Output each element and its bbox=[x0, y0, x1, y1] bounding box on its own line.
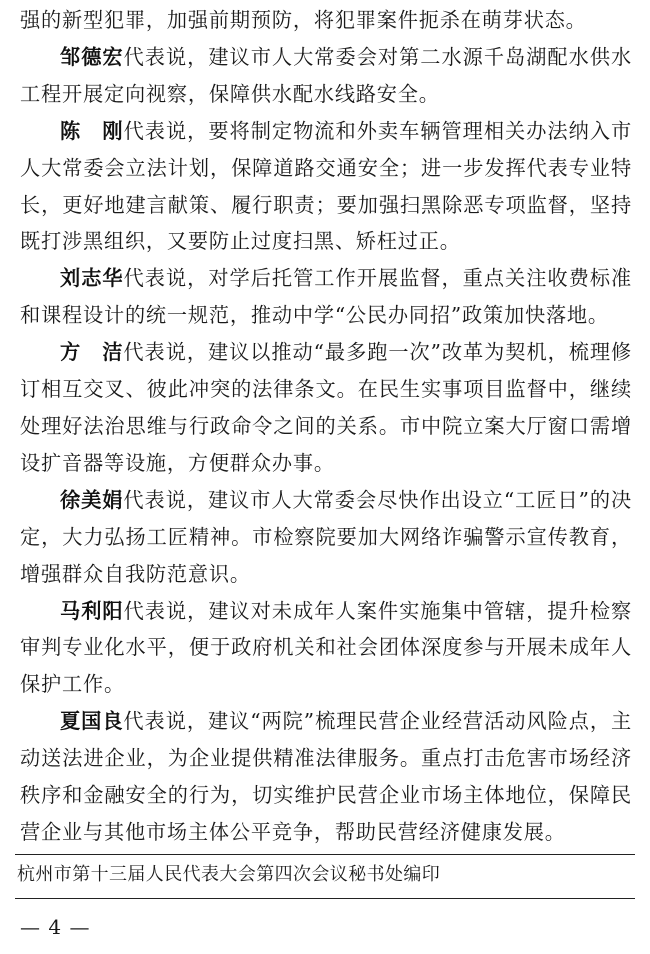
speech-paragraph-2 bbox=[20, 113, 632, 261]
speech-text: 代表说，对学后托管工作开展监督，重点关注收费标准和课程设计的统一规范，推动中学“公民办同招”政策加快落地。 bbox=[20, 266, 632, 328]
speech-text: 代表说，要将制定物流和外卖车辆管理相关办法纳入市人大常委会立法计划，保障道路交通安全；进一步发挥代表专业特长，更好地建言献策、履行职责；要加强扫黑除恶专项监督，坚持既打涉黑组织，又要防止过度扫黑、矫枉过正。 bbox=[20, 118, 632, 254]
speaker-name: 邹德宏 bbox=[60, 44, 124, 69]
speech-paragraph-6 bbox=[20, 593, 632, 704]
speech-paragraph-3 bbox=[20, 260, 632, 334]
speech-text: 代表说，建议市人大常委会对第二水源千岛湖配水供水工程开展定向视察，保障供水配水线路安全。 bbox=[20, 44, 632, 106]
speech-text: 代表说，建议以推动“最多跑一次”改革为契机，梳理修订相互交叉、彼此冲突的法律条文。在民生实事项目监督中，继续处理好法治思维与行政命令之间的关系。市中院立案大厅窗口需增设扩音器等设施，方便群众办事。 bbox=[20, 340, 632, 475]
footer-publisher: 杭州市第十三届人民代表大会第四次会议秘书处编印 bbox=[17, 864, 441, 885]
speaker-name: 陈 刚 bbox=[60, 118, 124, 143]
speech-paragraph-5 bbox=[20, 482, 632, 593]
footer-top-divider bbox=[15, 854, 635, 855]
speaker-name: 方 洁 bbox=[60, 340, 124, 365]
speaker-name: 刘志华 bbox=[60, 266, 124, 291]
speaker-name: 夏国良 bbox=[60, 709, 124, 734]
speech-text: 代表说，建议“两院”梳理民营企业经营活动风险点，主动送法进企业，为企业提供精准法律服务。重点打击危害市场经济秩序和金融安全的行为，切实维护民营企业市场主体地位，保障民营企业与其他市场主体公平竞争，帮助民营经济健康发展。 bbox=[20, 709, 632, 844]
speech-text: 代表说，建议市人大常委会尽快作出设立“工匠日”的决定，大力弘扬工匠精神。市检察院要加大网络诈骗警示宣传教育，增强群众自我防范意识。 bbox=[20, 487, 632, 586]
speech-paragraph-7 bbox=[20, 703, 632, 851]
lead-paragraph: 强的新型犯罪，加强前期预防，将犯罪案件扼杀在萌芽状态。 bbox=[20, 8, 587, 32]
document-body bbox=[20, 2, 632, 851]
page-number: — 4 — bbox=[20, 915, 91, 939]
speech-paragraph-1 bbox=[20, 39, 632, 113]
speech-paragraph-4 bbox=[20, 334, 632, 482]
speaker-name: 马利阳 bbox=[60, 598, 124, 623]
speech-text: 代表说，建议对未成年人案件实施集中管辖，提升检察审判专业化水平，便于政府机关和社会团体深度参与开展未成年人保护工作。 bbox=[20, 598, 632, 697]
footer-bottom-divider bbox=[15, 898, 635, 899]
speaker-name: 徐美娟 bbox=[60, 487, 124, 512]
